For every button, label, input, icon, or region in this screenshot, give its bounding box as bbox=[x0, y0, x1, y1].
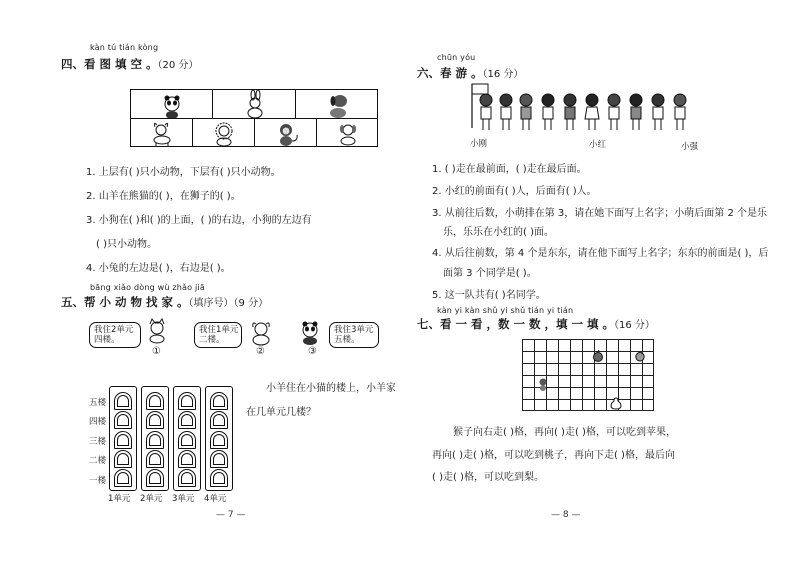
goat-icon bbox=[131, 119, 194, 148]
kids-queue-illustration bbox=[464, 80, 704, 142]
unit-label-3: 3单元 bbox=[172, 494, 195, 504]
sec4-q3b: ( )只小动物。 bbox=[96, 239, 157, 250]
kid-label-xiaohong: 小红 bbox=[589, 140, 607, 150]
floor-label-2: 二楼 bbox=[89, 456, 107, 466]
window bbox=[114, 411, 132, 429]
sec6-q4b: 面第 3 个同学是( )。 bbox=[443, 268, 537, 279]
window bbox=[178, 431, 196, 449]
grid-cell-bottom-1 bbox=[130, 118, 193, 147]
sec6-title bbox=[417, 65, 523, 81]
goat-icon bbox=[249, 320, 273, 346]
sec7-title bbox=[417, 316, 655, 332]
cat-icon bbox=[145, 318, 169, 344]
unit-label-4: 4单元 bbox=[204, 494, 227, 504]
grid-cell-bottom-3 bbox=[254, 118, 317, 147]
sec4-q3: 3. 小狗在( )和( )的上面，( )的右边，小狗的左边有 bbox=[86, 215, 312, 226]
window bbox=[146, 411, 164, 429]
sec5-points: （填序号）（9 分） bbox=[188, 298, 269, 309]
sec7-line3: ( )走( )格，可以吃到梨。 bbox=[432, 472, 544, 483]
window bbox=[178, 469, 196, 487]
grid-cell-top-1 bbox=[130, 89, 213, 119]
floor-label-5: 五楼 bbox=[89, 398, 107, 408]
sec4-q4: 4. 小兔的左边是( )，右边是( )。 bbox=[86, 263, 231, 274]
grid-cell-top-2 bbox=[212, 89, 296, 119]
monkey-icon bbox=[537, 377, 549, 391]
sec5-prompt-line2: 在几单元几楼？ bbox=[246, 407, 316, 418]
window bbox=[114, 469, 132, 487]
window bbox=[178, 411, 196, 429]
peach-icon bbox=[634, 350, 646, 362]
sec6-q3b: 乐，乐乐在小红的( )面。 bbox=[443, 227, 554, 238]
window bbox=[178, 450, 196, 468]
sec6-pinyin: chūn yóu bbox=[437, 53, 476, 62]
kid-label-xiaogang: 小刚 bbox=[470, 139, 488, 149]
sec7-line2: 再向( )走( )格，可以吃到桃子，再向下走( )格，最后向 bbox=[432, 450, 675, 461]
puppy-icon bbox=[317, 119, 379, 148]
rabbit-icon bbox=[213, 90, 297, 120]
unit-label-2: 2单元 bbox=[140, 494, 163, 504]
sec6-q1: 1. ( )走在最前面，( )走在最后面。 bbox=[432, 164, 587, 175]
apple-icon bbox=[592, 350, 604, 362]
sec4-q2: 2. 山羊在熊猫的( )，在狮子的( )。 bbox=[86, 191, 241, 202]
sec4-title-text: 四、看 图 填 空 。 bbox=[61, 57, 158, 71]
sec6-q4: 4. 从后往前数，第 4 个是东东，请在他下面写上名字；东东的前面是( )，后 bbox=[432, 248, 769, 259]
window bbox=[210, 431, 228, 449]
page-number-left: — 7 — bbox=[216, 510, 246, 520]
grid-cell-bottom-2 bbox=[192, 118, 255, 147]
page-number-right: — 8 — bbox=[551, 510, 581, 520]
floor-label-3: 三楼 bbox=[89, 437, 107, 447]
kid-label-xiaoqiang: 小强 bbox=[681, 142, 699, 152]
window bbox=[210, 411, 228, 429]
sec4-pinyin: kàn tú tián kòng bbox=[90, 43, 159, 52]
panda-icon bbox=[297, 320, 323, 346]
sec7-title-text: 七、看 一 看 ，数 一 数 ，填 一 填 。 bbox=[417, 317, 615, 331]
window bbox=[210, 469, 228, 487]
grid-cell-top-3 bbox=[295, 89, 378, 119]
window bbox=[114, 450, 132, 468]
window bbox=[146, 450, 164, 468]
sec5-prompt-line1: 小羊住在小猫的楼上，小羊家 bbox=[266, 383, 396, 394]
sec6-points: （16 分） bbox=[482, 69, 524, 80]
sec5-title bbox=[61, 294, 268, 310]
window bbox=[146, 392, 164, 410]
sec5-title-text: 五、帮 小 动 物 找 家 。 bbox=[61, 295, 189, 309]
building-unit-3[interactable] bbox=[173, 386, 201, 491]
animal-grid bbox=[130, 89, 378, 147]
floor-label-4: 四楼 bbox=[89, 417, 107, 427]
window bbox=[146, 431, 164, 449]
mark-2: ② bbox=[256, 346, 265, 357]
speech-bubble-3: 我住3单元 五楼。 bbox=[329, 322, 379, 348]
pear-icon bbox=[610, 396, 622, 410]
unit-label-1: 1单元 bbox=[108, 494, 131, 504]
window bbox=[210, 450, 228, 468]
dog-icon bbox=[296, 90, 379, 120]
building-unit-2[interactable] bbox=[141, 386, 169, 491]
monkey-icon bbox=[255, 119, 318, 148]
sec7-line1: 猴子向右走( )格，再向( )走( )格，可以吃到苹果， bbox=[453, 427, 676, 438]
sec4-q1: 1. 上层有( )只小动物，下层有( )只小动物。 bbox=[86, 167, 281, 178]
sec7-pinyin: kàn yi kàn shǔ yi shǔ tián yi tián bbox=[437, 306, 574, 315]
sec6-q5: 5. 这一队共有( )名同学。 bbox=[432, 290, 546, 301]
floor-label-1: 一楼 bbox=[89, 476, 107, 486]
sec4-title bbox=[61, 56, 198, 72]
mark-3: ③ bbox=[308, 346, 317, 357]
sec6-title-text: 六、春 游 。 bbox=[417, 66, 483, 80]
speech-bubble-2: 我住1单元 二楼。 bbox=[194, 322, 242, 348]
panda-icon bbox=[131, 90, 214, 120]
mark-1: ① bbox=[152, 346, 161, 357]
building-unit-4[interactable] bbox=[205, 386, 233, 491]
window bbox=[210, 392, 228, 410]
sec6-q2: 2. 小红的前面有( )人，后面有( )人。 bbox=[432, 186, 597, 197]
sec5-pinyin: bāng xiǎo dòng wù zhǎo jiā bbox=[90, 283, 205, 292]
window bbox=[114, 392, 132, 410]
window bbox=[178, 392, 196, 410]
grid-cell-bottom-4 bbox=[316, 118, 378, 147]
sec4-points: （20 分） bbox=[157, 60, 199, 71]
speech-bubble-1: 我住2单元 四楼。 bbox=[89, 322, 141, 348]
lion-icon bbox=[193, 119, 256, 148]
window bbox=[146, 469, 164, 487]
sec6-q3: 3. 从前往后数，小萌排在第 3，请在她下面写上名字；小萌后面第 2 个是乐 bbox=[432, 208, 767, 219]
window bbox=[114, 431, 132, 449]
building-unit-1[interactable] bbox=[109, 386, 137, 491]
sec7-points: （16 分） bbox=[614, 320, 655, 331]
